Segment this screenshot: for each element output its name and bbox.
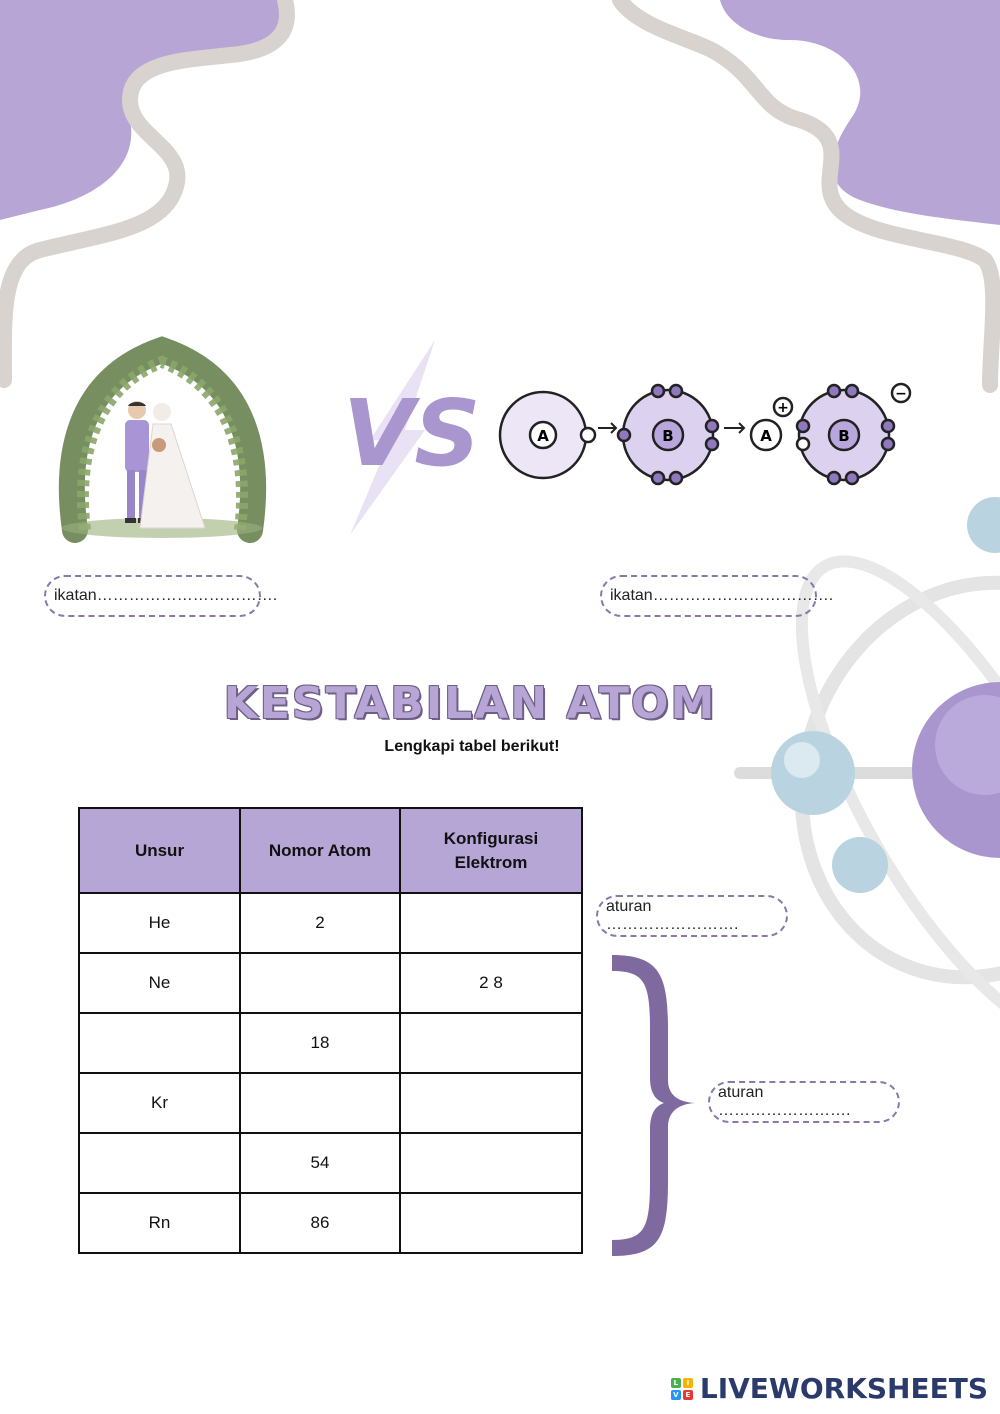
header-nomor-atom: Nomor Atom [240,808,400,893]
svg-text:B: B [662,427,674,445]
cell-unsur: Kr [79,1073,240,1133]
cell-konfigurasi-input[interactable] [400,1013,582,1073]
svg-text:A: A [537,427,549,445]
table-row [79,1013,582,1073]
cell-unsur-input[interactable] [79,1013,240,1073]
page-title: KESTABILAN ATOM [223,678,717,729]
table-row [79,1073,582,1133]
cell-unsur: He [79,893,240,953]
wedding-couple-image [55,340,270,540]
table-row [79,1193,582,1253]
header-konfigurasi: Konfigurasi Elektrom [400,808,582,893]
cell-nomor-atom: 54 [240,1133,400,1193]
table-header-row [79,808,582,893]
brand-text: LIVEWORKSHEETS [699,1372,988,1405]
cell-konfigurasi-input[interactable] [400,893,582,953]
page-subtitle: Lengkapi tabel berikut! [384,738,560,755]
header-unsur: Unsur [79,808,240,893]
cell-nomor-atom: 2 [240,893,400,953]
atom-table [78,807,583,1254]
rule-top-field[interactable] [596,895,788,937]
vs-graphic [335,340,481,540]
liveworksheets-logo [671,1372,988,1405]
ionic-bond-diagram [498,378,918,493]
right-bond-field[interactable] [600,575,834,617]
cell-konfigurasi-input[interactable] [400,1133,582,1193]
left-bond-text: ikatan……………………………. [54,587,278,604]
curly-bracket [612,955,695,1256]
cell-unsur: Ne [79,953,240,1013]
cell-nomor-atom-input[interactable] [240,1073,400,1133]
cell-unsur-input[interactable] [79,1133,240,1193]
cell-nomor-atom: 86 [240,1193,400,1253]
corner-blob-left [0,0,285,220]
table-row [79,1133,582,1193]
brand-mark-icon: L I V E [671,1378,693,1400]
corner-blob-right [720,0,1000,225]
cell-konfigurasi: 2 8 [400,953,582,1013]
table-row [79,953,582,1013]
rule-bottom-field[interactable] [708,1081,900,1123]
cell-konfigurasi-input[interactable] [400,1073,582,1133]
cell-unsur: Rn [79,1193,240,1253]
rule-top-text: aturan ……………………. [606,898,739,933]
svg-text:−: − [895,386,907,402]
right-bond-text: ikatan……………………………. [610,587,834,604]
left-bond-field[interactable] [44,575,278,617]
table-row [79,893,582,953]
vs-text: VS [343,380,481,487]
cell-nomor-atom: 18 [240,1013,400,1073]
cell-nomor-atom-input[interactable] [240,953,400,1013]
svg-text:+: + [777,400,789,416]
rule-bottom-text: aturan ……………………. [718,1084,851,1119]
svg-text:A: A [760,427,772,445]
svg-text:B: B [838,427,850,445]
cell-konfigurasi-input[interactable] [400,1193,582,1253]
